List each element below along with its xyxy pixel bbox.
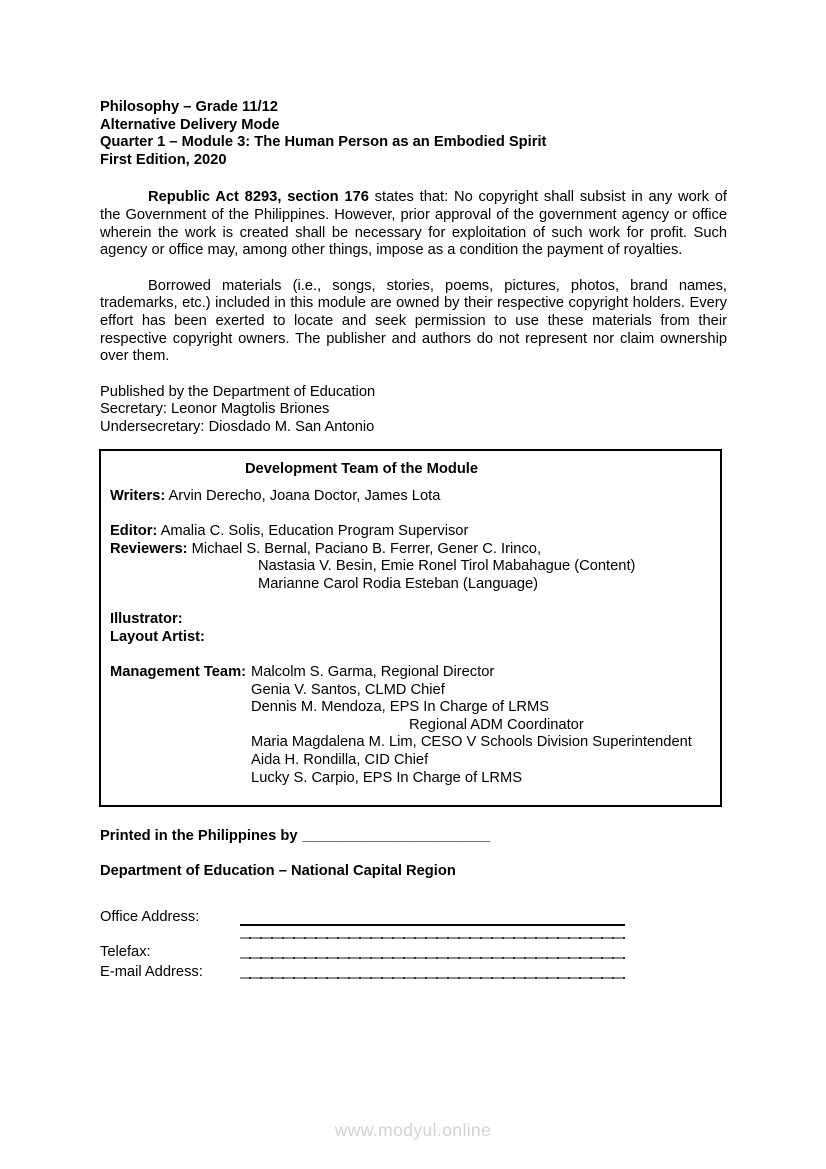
management-member: Aida H. Rondilla, CID Chief	[251, 752, 429, 768]
office-address-blank-line-2	[240, 937, 625, 939]
page-content	[100, 99, 727, 981]
telefax-label: Telefax:	[100, 943, 151, 960]
editor-row	[110, 523, 711, 541]
contact-block	[100, 906, 727, 981]
layout-artist-label: Layout Artist:	[110, 628, 205, 645]
telefax-blank-line	[240, 957, 625, 959]
publisher-block	[100, 384, 727, 437]
module-header	[100, 99, 727, 169]
republic-act-lead: Republic Act 8293, section 176	[148, 189, 369, 206]
management-team-lines	[251, 664, 711, 787]
header-line-subject: Philosophy – Grade 11/12	[100, 99, 278, 115]
editor-name: Amalia C. Solis, Education Program Supervisor	[160, 523, 469, 540]
printed-in-philippines-label: Printed in the Philippines by	[100, 828, 298, 845]
management-team-label: Management Team:	[110, 664, 247, 681]
management-member: Dennis M. Mendoza, EPS In Charge of LRMS	[251, 699, 549, 716]
undersecretary-line: Undersecretary: Diosdado M. San Antonio	[100, 418, 375, 435]
published-by-line: Published by the Department of Education	[100, 383, 376, 400]
borrowed-materials-paragraph: Borrowed materials (i.e., songs, stories, poems, pictures, photos, brand names, trademarks, etc.) included in this module are owned by their respective copyright holders. Every effort has been exerted to locate and seek permission to use these materials from their respective copyright owners. The publisher and authors do not represent nor claim ownership over them.	[100, 277, 727, 365]
illustrator-label: Illustrator:	[110, 611, 183, 628]
office-address-blank-line	[240, 910, 625, 926]
reviewers-names-line1: Michael S. Bernal, Paciano B. Ferrer, Gener C. Irinco,	[191, 540, 542, 557]
dev-team-box-title: Development Team of the Module	[244, 460, 479, 477]
telefax-row	[100, 941, 727, 961]
management-member-subrole: Regional ADM Coordinator	[409, 716, 584, 733]
email-address-row	[100, 961, 727, 981]
editor-label: Editor:	[110, 523, 158, 540]
office-address-row-2	[100, 926, 727, 941]
reviewers-row	[110, 541, 711, 559]
email-address-label: E-mail Address:	[100, 963, 203, 980]
development-team-box	[99, 449, 722, 808]
reviewers-names-line3: Marianne Carol Rodia Esteban (Language)	[258, 576, 539, 593]
email-address-blank-line	[240, 977, 625, 979]
writers-names: Arvin Derecho, Joana Doctor, James Lota	[168, 488, 441, 505]
department-region-line: Department of Education – National Capital Region	[100, 862, 456, 879]
writers-row	[110, 488, 711, 506]
reviewers-label: Reviewers:	[110, 540, 188, 557]
secretary-line: Secretary: Leonor Magtolis Briones	[100, 401, 330, 418]
header-line-mode: Alternative Delivery Mode	[100, 116, 280, 133]
writers-label: Writers:	[110, 488, 166, 505]
printed-in-philippines-row	[100, 828, 727, 846]
copyright-paragraph	[100, 189, 727, 259]
management-member: Maria Magdalena M. Lim, CESO V Schools Division Superintendent	[251, 734, 692, 751]
header-line-module-title: Quarter 1 – Module 3: The Human Person as an Embodied Spirit	[100, 134, 547, 151]
management-team-row	[110, 664, 711, 787]
header-line-edition: First Edition, 2020	[100, 151, 227, 168]
site-watermark: www.modyul.online	[334, 1120, 492, 1140]
office-address-label: Office Address:	[100, 908, 200, 925]
management-member: Malcolm S. Garma, Regional Director	[251, 664, 495, 681]
reviewers-names-line2: Nastasia V. Besin, Emie Ronel Tirol Mabahague (Content)	[258, 558, 636, 575]
copyright-paragraph-text: states that: No copyright shall subsist in any work of the Government of the Philippines. However, prior approval of the government agency or office wherein the work is created shall be necessary for exploitation of such work for profit. Such agency or office may, among other things, impose as a condition the payment of royalties.	[100, 189, 727, 259]
office-address-row	[100, 906, 727, 926]
printer-name-blank: _______________________	[302, 828, 491, 845]
management-member: Lucky S. Carpio, EPS In Charge of LRMS	[251, 769, 523, 786]
management-member: Genia V. Santos, CLMD Chief	[251, 681, 445, 698]
